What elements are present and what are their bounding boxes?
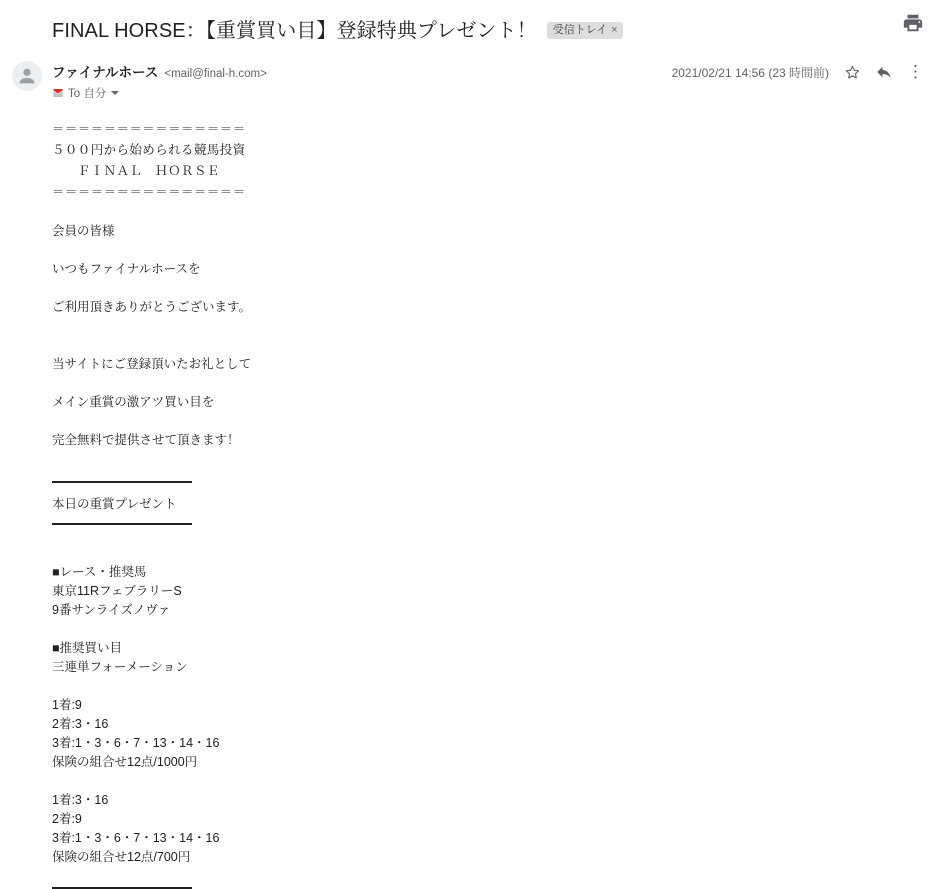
page-title: FINAL HORSE：【重賞買い目】登録特典プレゼント！ bbox=[52, 20, 537, 42]
intro-line-2: ご利用頂きありがとうございます。 bbox=[52, 300, 252, 314]
email-body bbox=[0, 109, 938, 889]
spacer bbox=[52, 203, 920, 222]
divider-line-bottom: ＝＝＝＝＝＝＝＝＝＝＝＝＝＝＝ bbox=[52, 185, 246, 199]
bet-group-2-line-3: 3着:1・3・6・7・13・14・16 bbox=[52, 831, 220, 845]
bet-group-2-line-1: 1着:3・16 bbox=[52, 793, 109, 807]
bet-type: 三連単フォーメーション bbox=[52, 660, 188, 674]
offer-line-1: 当サイトにご登録頂いたお礼として bbox=[52, 357, 252, 371]
avatar bbox=[12, 61, 42, 91]
bet-group-1-line-3: 3着:1・3・6・7・13・14・16 bbox=[52, 736, 220, 750]
chevron-down-icon[interactable] bbox=[111, 91, 119, 95]
spacer bbox=[52, 525, 920, 544]
recipient-icon bbox=[52, 87, 64, 99]
subject-row bbox=[52, 14, 920, 43]
bet-group-1-line-1: 1着:9 bbox=[52, 698, 82, 712]
bet-group-1-cost: 保険の組合せ12点/1000円 bbox=[52, 755, 198, 769]
sender-name[interactable]: ファイナルホース bbox=[52, 65, 159, 80]
email-header bbox=[0, 0, 938, 43]
message-date: 2021/02/21 14:56 (23 時間前) bbox=[671, 65, 829, 80]
greeting-text: 会員の皆様 bbox=[52, 224, 115, 238]
offer-line-3: 完全無料で提供させて頂きます！ bbox=[52, 433, 240, 447]
recipient-line bbox=[52, 85, 920, 101]
label-chip-text: 受信トレイ bbox=[552, 23, 608, 36]
more-options-icon[interactable]: ⋮ bbox=[907, 62, 924, 81]
race-horse: 9番サンライズノヴァ bbox=[52, 603, 171, 617]
offer-line-2: メイン重賞の激アツ買い目を bbox=[52, 395, 215, 409]
star-icon[interactable] bbox=[843, 63, 861, 81]
print-icon[interactable] bbox=[902, 12, 924, 34]
spacer bbox=[52, 772, 920, 791]
recipient-label: To 自分 bbox=[68, 88, 107, 100]
label-remove-icon[interactable]: × bbox=[611, 23, 618, 36]
intro-line-1: いつもファイナルホースを bbox=[52, 262, 201, 276]
tagline: ５００円から始められる競馬投資 bbox=[52, 143, 246, 157]
reply-icon[interactable] bbox=[875, 63, 893, 81]
bet-group-2-cost: 保険の組合せ12点/700円 bbox=[52, 850, 191, 864]
sender-block bbox=[0, 61, 938, 109]
spacer bbox=[52, 336, 920, 355]
spacer bbox=[52, 620, 920, 639]
race-header: ■レース・推奨馬 bbox=[52, 565, 147, 579]
bet-group-2-line-2: 2着:9 bbox=[52, 812, 82, 826]
bet-group-1-line-2: 2着:3・16 bbox=[52, 717, 109, 731]
sender-email[interactable]: <mail@final-h.com> bbox=[164, 68, 267, 80]
label-chip-inbox[interactable] bbox=[547, 22, 623, 39]
bet-header: ■推奨買い目 bbox=[52, 641, 123, 655]
brand-name: ＦＩＮＡＬ ＨＯＲＳＥ bbox=[52, 164, 220, 178]
message-meta bbox=[672, 63, 924, 81]
race-name: 東京11RフェブラリーS bbox=[52, 584, 182, 598]
spacer bbox=[52, 677, 920, 696]
spacer bbox=[52, 544, 920, 563]
section-heading: 本日の重賞プレゼント bbox=[52, 481, 192, 525]
divider-line-top: ＝＝＝＝＝＝＝＝＝＝＝＝＝＝＝ bbox=[52, 122, 246, 136]
